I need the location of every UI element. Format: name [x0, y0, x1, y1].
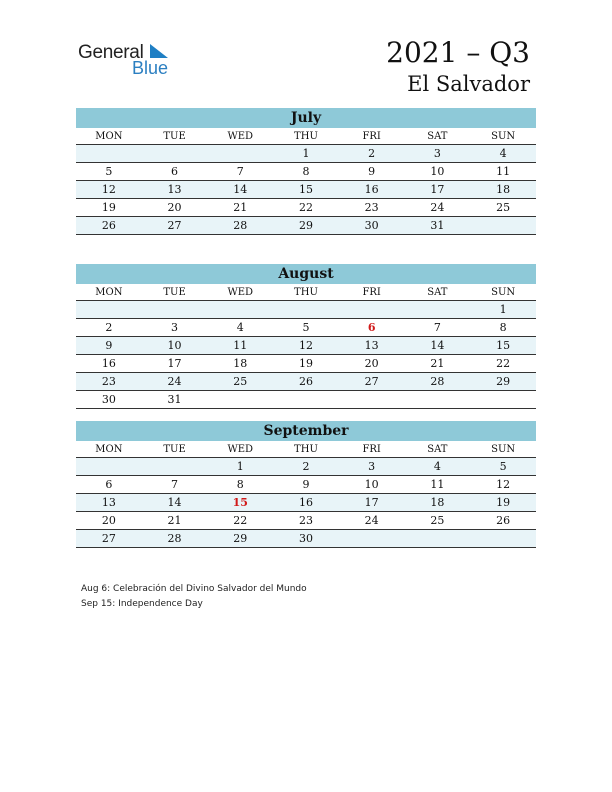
day-cell: 17	[142, 355, 208, 373]
day-cell: 6	[76, 476, 142, 494]
weekday-header: SUN	[470, 441, 536, 458]
week-row	[76, 199, 536, 217]
day-cell: 24	[142, 373, 208, 391]
day-cell: 26	[273, 373, 339, 391]
day-cell: 22	[207, 512, 273, 530]
day-cell	[405, 530, 471, 548]
week-row	[76, 494, 536, 512]
weekday-header: THU	[273, 441, 339, 458]
day-cell: 29	[470, 373, 536, 391]
day-cell: 20	[142, 199, 208, 217]
day-cell: 24	[405, 199, 471, 217]
weekday-header: SAT	[405, 128, 471, 145]
month-calendar	[76, 421, 536, 548]
holiday-note: Aug 6: Celebración del Divino Salvador del Mundo	[81, 584, 307, 594]
day-cell: 1	[470, 301, 536, 319]
day-cell	[273, 301, 339, 319]
week-row	[76, 391, 536, 409]
day-cell: 7	[142, 476, 208, 494]
day-cell: 3	[405, 145, 471, 163]
day-cell: 9	[273, 476, 339, 494]
holiday-note: Sep 15: Independence Day	[81, 598, 203, 609]
day-cell: 13	[76, 494, 142, 512]
day-cell: 25	[470, 199, 536, 217]
day-cell	[207, 391, 273, 409]
week-row	[76, 373, 536, 391]
weekday-header: TUE	[142, 128, 208, 145]
month-calendar	[76, 108, 536, 235]
day-cell: 8	[207, 476, 273, 494]
week-row	[76, 530, 536, 548]
day-cell: 30	[273, 530, 339, 548]
day-cell: 3	[339, 458, 405, 476]
day-cell	[470, 530, 536, 548]
day-cell: 17	[339, 494, 405, 512]
day-cell	[142, 301, 208, 319]
weekday-header: TUE	[142, 284, 208, 301]
day-cell: 21	[142, 512, 208, 530]
weekday-header: THU	[273, 128, 339, 145]
day-cell: 8	[273, 163, 339, 181]
day-cell	[405, 301, 471, 319]
weekday-header: FRI	[339, 441, 405, 458]
week-row	[76, 512, 536, 530]
day-cell: 3	[142, 319, 208, 337]
day-cell: 25	[405, 512, 471, 530]
day-cell: 5	[470, 458, 536, 476]
day-cell: 11	[405, 476, 471, 494]
day-cell	[339, 301, 405, 319]
day-cell: 23	[339, 199, 405, 217]
day-cell: 1	[273, 145, 339, 163]
day-cell: 30	[76, 391, 142, 409]
day-cell: 28	[405, 373, 471, 391]
day-cell: 2	[273, 458, 339, 476]
day-cell: 23	[273, 512, 339, 530]
day-cell: 11	[470, 163, 536, 181]
day-cell: 13	[339, 337, 405, 355]
day-cell: 16	[76, 355, 142, 373]
day-cell: 11	[207, 337, 273, 355]
weekday-header: WED	[207, 128, 273, 145]
week-row	[76, 301, 536, 319]
day-cell: 20	[339, 355, 405, 373]
day-cell: 29	[207, 530, 273, 548]
day-cell: 30	[339, 217, 405, 235]
week-row	[76, 145, 536, 163]
day-cell: 1	[207, 458, 273, 476]
day-cell: 26	[76, 217, 142, 235]
day-cell	[405, 391, 471, 409]
day-cell: 18	[207, 355, 273, 373]
day-cell	[339, 391, 405, 409]
month-grid	[76, 441, 536, 548]
day-cell	[142, 458, 208, 476]
day-cell: 18	[470, 181, 536, 199]
day-cell	[207, 301, 273, 319]
day-cell: 31	[142, 391, 208, 409]
day-cell: 23	[76, 373, 142, 391]
day-cell: 4	[207, 319, 273, 337]
week-row	[76, 476, 536, 494]
day-cell: 2	[76, 319, 142, 337]
day-cell: 31	[405, 217, 471, 235]
day-cell: 7	[207, 163, 273, 181]
weekday-header: SAT	[405, 284, 471, 301]
day-cell: 14	[207, 181, 273, 199]
day-cell: 14	[405, 337, 471, 355]
logo-text-general: General	[78, 42, 144, 63]
day-cell: 16	[339, 181, 405, 199]
day-cell: 15	[470, 337, 536, 355]
day-cell: 10	[339, 476, 405, 494]
day-cell: 8	[470, 319, 536, 337]
day-cell: 10	[142, 337, 208, 355]
day-cell: 22	[273, 199, 339, 217]
day-cell: 16	[273, 494, 339, 512]
day-cell: 27	[142, 217, 208, 235]
day-cell: 5	[273, 319, 339, 337]
month-name: August	[76, 264, 536, 284]
weekday-header: TUE	[142, 441, 208, 458]
day-cell: 19	[470, 494, 536, 512]
day-cell	[273, 391, 339, 409]
day-cell: 21	[207, 199, 273, 217]
weekday-header: WED	[207, 441, 273, 458]
day-cell	[339, 530, 405, 548]
day-cell: 17	[405, 181, 471, 199]
weekday-header: WED	[207, 284, 273, 301]
day-cell: 2	[339, 145, 405, 163]
day-cell: 4	[470, 145, 536, 163]
weekday-header: FRI	[339, 128, 405, 145]
weekday-header: SUN	[470, 284, 536, 301]
day-cell: 28	[207, 217, 273, 235]
week-row	[76, 337, 536, 355]
day-cell: 12	[273, 337, 339, 355]
day-cell: 12	[470, 476, 536, 494]
week-row	[76, 355, 536, 373]
day-cell: 6	[142, 163, 208, 181]
day-cell: 24	[339, 512, 405, 530]
day-cell	[142, 145, 208, 163]
day-cell: 12	[76, 181, 142, 199]
day-cell: 28	[142, 530, 208, 548]
day-cell: 15	[273, 181, 339, 199]
week-row	[76, 163, 536, 181]
day-cell	[470, 217, 536, 235]
day-cell: 9	[339, 163, 405, 181]
day-cell: 25	[207, 373, 273, 391]
day-cell: 15	[207, 494, 273, 512]
day-cell: 9	[76, 337, 142, 355]
day-cell: 6	[339, 319, 405, 337]
day-cell: 19	[76, 199, 142, 217]
day-cell	[76, 458, 142, 476]
month-grid	[76, 284, 536, 409]
day-cell	[76, 301, 142, 319]
day-cell: 7	[405, 319, 471, 337]
day-cell: 29	[273, 217, 339, 235]
day-cell: 27	[76, 530, 142, 548]
day-cell: 18	[405, 494, 471, 512]
weekday-header: SUN	[470, 128, 536, 145]
week-row	[76, 181, 536, 199]
logo-triangle-icon	[150, 44, 168, 58]
day-cell: 19	[273, 355, 339, 373]
weekday-header: MON	[76, 128, 142, 145]
day-cell	[207, 145, 273, 163]
day-cell	[470, 391, 536, 409]
weekday-header: SAT	[405, 441, 471, 458]
day-cell	[76, 145, 142, 163]
day-cell: 21	[405, 355, 471, 373]
day-cell: 4	[405, 458, 471, 476]
holiday-notes	[81, 582, 307, 611]
month-calendar	[76, 264, 536, 409]
weekday-header: MON	[76, 441, 142, 458]
country-name: El Salvador	[407, 72, 530, 96]
page-title: 2021 – Q3	[386, 36, 530, 69]
day-cell: 27	[339, 373, 405, 391]
month-grid	[76, 128, 536, 235]
week-row	[76, 217, 536, 235]
day-cell: 10	[405, 163, 471, 181]
weekday-header: THU	[273, 284, 339, 301]
month-name: September	[76, 421, 536, 441]
day-cell: 5	[76, 163, 142, 181]
week-row	[76, 319, 536, 337]
day-cell: 26	[470, 512, 536, 530]
month-name: July	[76, 108, 536, 128]
day-cell: 14	[142, 494, 208, 512]
day-cell: 20	[76, 512, 142, 530]
logo-text-blue: Blue	[132, 58, 169, 78]
day-cell: 13	[142, 181, 208, 199]
day-cell: 22	[470, 355, 536, 373]
weekday-header: FRI	[339, 284, 405, 301]
week-row	[76, 458, 536, 476]
weekday-header: MON	[76, 284, 142, 301]
